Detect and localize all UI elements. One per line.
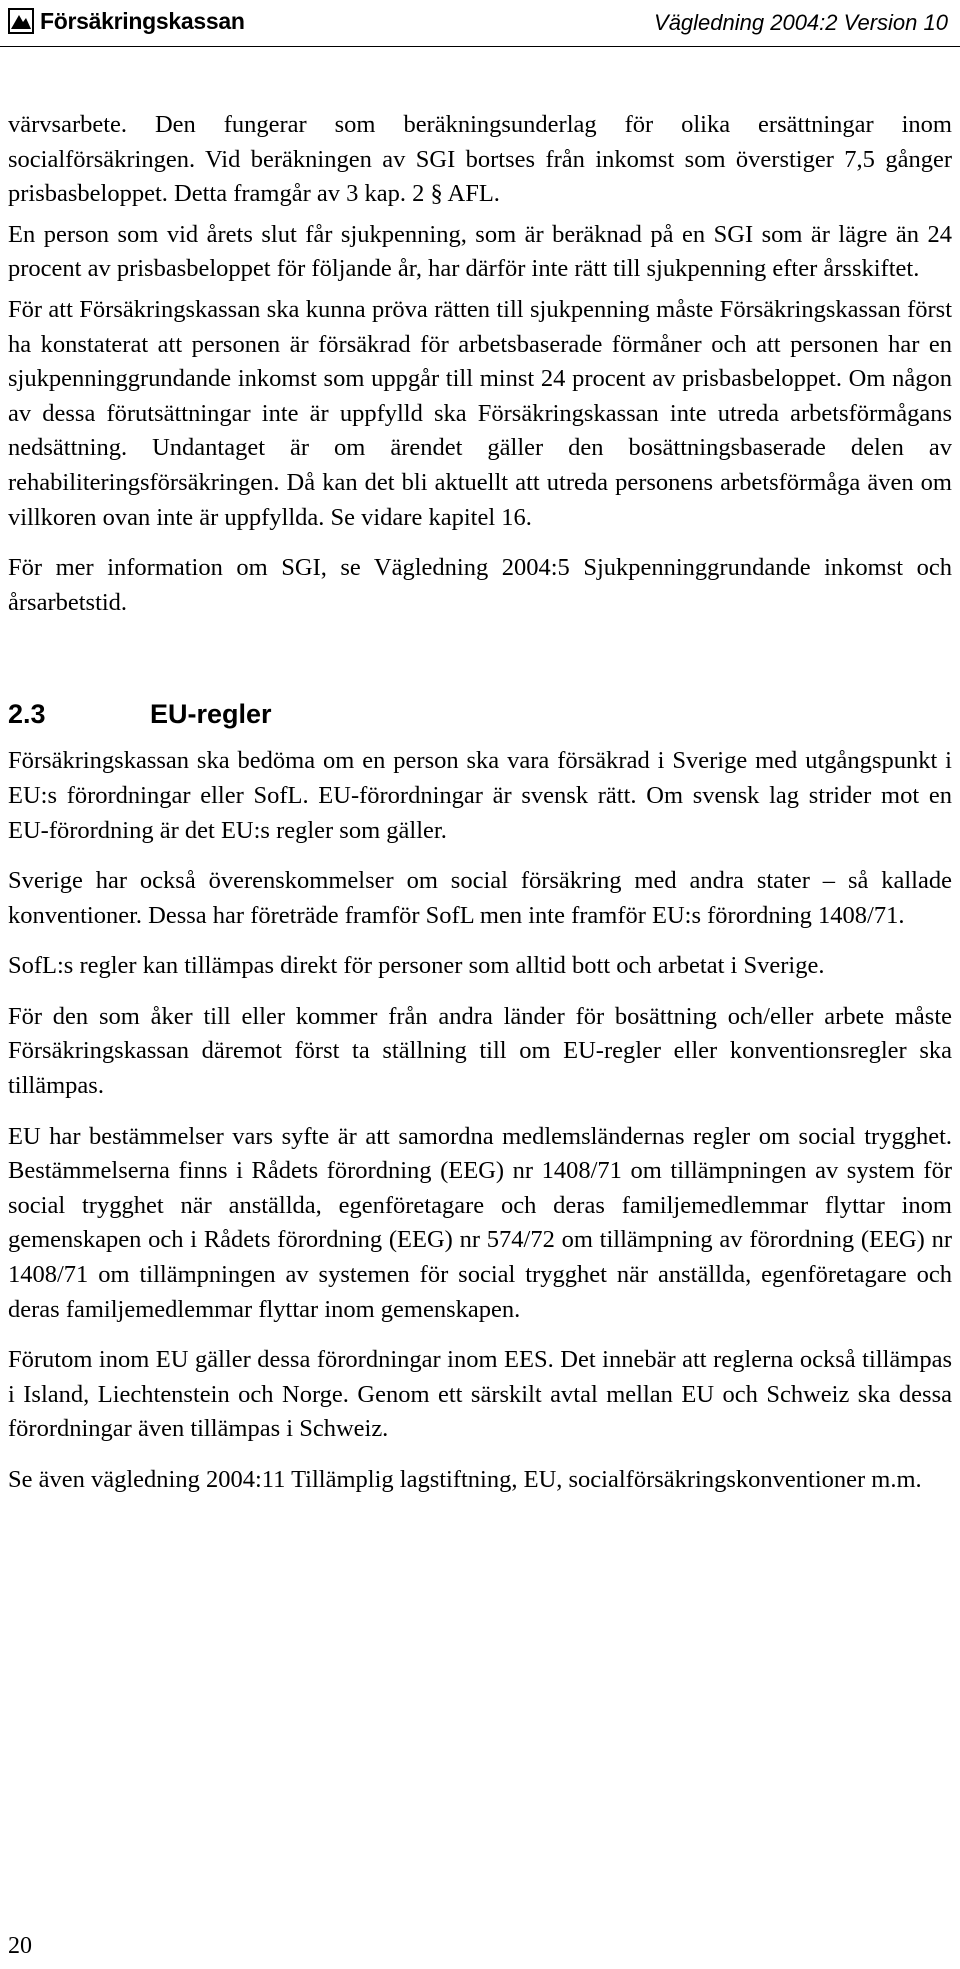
page-content xyxy=(8,108,952,1514)
paragraph-conventions: Sverige har också överenskommelser om social försäkring med andra stater – så kallade konventioner. Dessa har företräde framför SofL men inte framför EU:s förordning 1408/71. xyxy=(8,867,952,929)
paragraph-see-also: Se även vägledning 2004:11 Tillämplig lagstiftning, EU, socialförsäkringskonventioner m.m. xyxy=(8,1466,922,1493)
section-number: 2.3 xyxy=(8,699,46,730)
paragraph-sgi-reference: För mer information om SGI, se Vägledning 2004:5 Sjukpenninggrundande inkomst och årsarbetstid. xyxy=(8,554,952,616)
section-heading xyxy=(8,694,952,734)
paragraph-eu-assessment: Försäkringskassan ska bedöma om en person ska vara försäkrad i Sverige med utgångspunkt i EU:s förordningar eller SofL. EU-förordningar är svensk rätt. Om svensk lag strider mot en EU-förordning är det EU:s regler som gäller. xyxy=(8,747,952,844)
paragraph-sgi-threshold: En person som vid årets slut får sjukpenning, som är beräknad på en SGI som är lägre än 24 procent av prisbasbeloppet för följande år, har därför inte rätt till sjukpenning efter årsskiftet. xyxy=(8,220,952,283)
document-id: Vägledning 2004:2 Version 10 xyxy=(654,10,948,35)
forsakringskassan-logo-icon xyxy=(8,8,34,34)
page-header xyxy=(0,0,960,52)
header-divider xyxy=(0,46,960,47)
paragraph-ees: Förutom inom EU gäller dessa förordningar inom EES. Det innebär att reglerna också tillämpas i Island, Liechtenstein och Norge. Genom ett särskilt avtal mellan EU och Schweiz ska dessa förordningar även tillämpas i Schweiz. xyxy=(8,1346,952,1443)
section-title: EU-regler xyxy=(150,699,272,730)
logo-text: Försäkringskassan xyxy=(40,8,245,34)
paragraph-eu-coordination: EU har bestämmelser vars syfte är att samordna medlemsländernas regler om social trygghet. Bestämmelserna finns i Rådets förordning (EEG) nr 1408/71 om tillämpningen av system för social trygghet när anställda, egenföretagare och deras familjemedlemmar flyttar inom gemenskapen och i Rådets förordning (EEG) nr 574/72 om tillämpning av förordning (EEG) nr 1408/71 om tillämpningen av systemen för social trygghet när anställda, egenföretagare och deras familjemedlemmar flyttar inom gemenskapen. xyxy=(8,1122,952,1323)
paragraph-sgi-basis: värvsarbete. Den fungerar som beräkningsunderlag för olika ersättningar inom socialförsäkringen. Vid beräkningen av SGI bortses från inkomst som överstiger 7,5 gånger prisbasbeloppet. Detta framgår av 3 kap. 2 § AFL. xyxy=(8,111,952,208)
logo xyxy=(8,8,245,34)
page-number: 20 xyxy=(8,1933,32,1959)
paragraph-sofl-rules: SofL:s regler kan tillämpas direkt för personer som alltid bott och arbetat i Sverige. xyxy=(8,952,825,980)
paragraph-sickness-benefit-right: För att Försäkringskassan ska kunna pröva rätten till sjukpenning måste Försäkringskassan först ha konstaterat att personen är försäkrad för arbetsbaserade förmåner och att personen har en sjukpenninggrundande inkomst som uppgår till minst 24 procent av prisbasbeloppet. Om någon av dessa förutsättningar inte är uppfylld ska Försäkringskassan inte utreda arbetsförmågans nedsättning. Undantaget är om ärendet gäller den bosättningsbaserade delen av rehabiliteringsförsäkringen. Då kan det bli aktuellt att utreda personens arbetsförmåga även om villkoren ovan inte är uppfyllda. Se vidare kapitel 16. xyxy=(8,295,952,531)
paragraph-other-countries: För den som åker till eller kommer från andra länder för bosättning och/eller arbete måste Försäkringskassan däremot först ta ställning till om EU-regler eller konventionsregler ska tillämpas. xyxy=(8,1002,952,1100)
